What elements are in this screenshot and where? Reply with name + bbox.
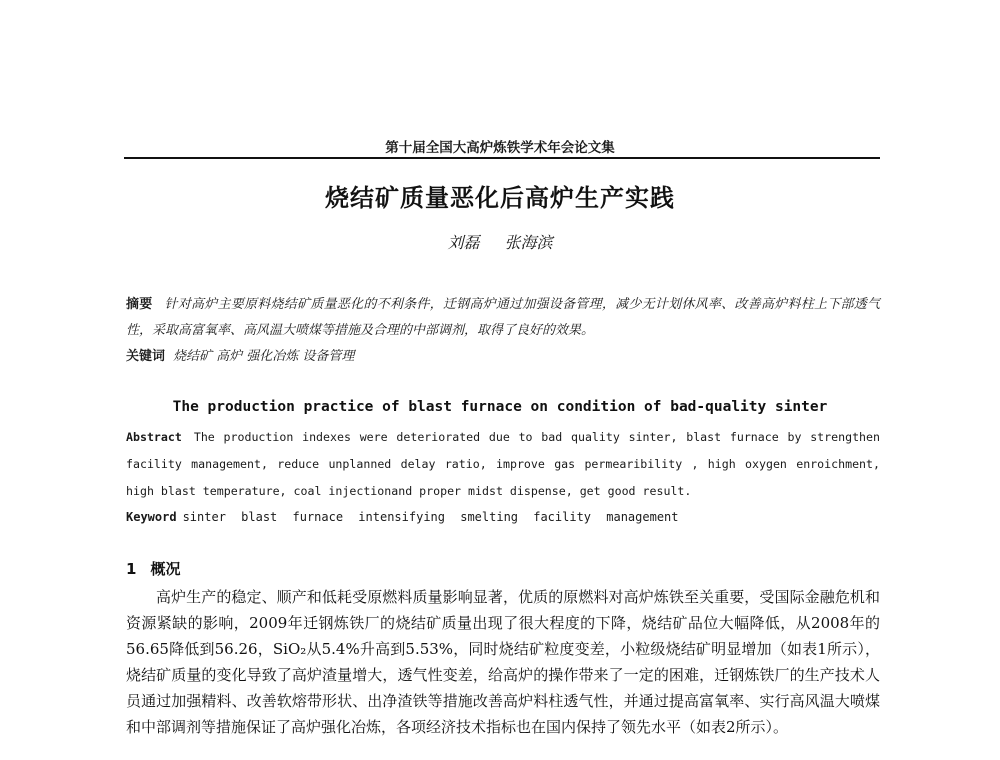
paper-title: 烧结矿质量恶化后高炉生产实践 (325, 184, 675, 212)
keywords-label: 关键词 (126, 349, 166, 364)
proceedings-header: 第十届全国大高炉炼铁学术年会论文集 (385, 140, 615, 156)
english-keywords (126, 505, 880, 529)
english-abstract-label: Abstract (126, 430, 182, 444)
english-keywords-label: Keyword (126, 510, 177, 524)
abstract-text: 针对高炉主要原料烧结矿质量恶化的不利条件，迁钢高炉通过加强设备管理，减少无计划休风率、改善高炉料柱上下部透气性，采取高富氧率、高风温大喷煤等措施及合理的中部调剂，取得了良好的效果。 (126, 297, 880, 338)
english-abstract-text: The production indexes were deteriorated due to bad quality sinter, blast furnace by strengthen facility management, reduce unplanned delay ratio, improve gas permearibility , high oxygen enroichment, high blast temperature, coal injectionand proper midst dispense, get good result. (126, 430, 880, 498)
section-paragraph: 高炉生产的稳定、顺产和低耗受原燃料质量影响显著，优质的原燃料对高炉炼铁至关重要，受国际金融危机和资源紧缺的影响，2009年迁钢炼铁厂的烧结矿质量出现了很大程度的下降，烧结矿品位大幅降低，从2008年的56.65降低到56.26，SiO₂从5.4%升高到5.53%，同时烧结矿粒度变差，小粒级烧结矿明显增加（如表1所示），烧结矿质量的变化导致了高炉渣量增大，透气性变差，给高炉的操作带来了一定的困难，迁钢炼铁厂的生产技术人员通过加强精料、改善软熔带形状、出净渣铁等措施改善高炉料柱透气性，并通过提高富氧率、实行高风温大喷煤和中部调剂等措施保证了高炉强化冶炼，各项经济技术指标也在国内保持了领先水平（如表2所示）。 (126, 588, 880, 736)
chinese-abstract (126, 292, 880, 344)
english-keywords-text: sinter blast furnace intensifying smelting facility management (182, 510, 679, 524)
english-title: The production practice of blast furnace on condition of bad-quality sinter (172, 399, 828, 415)
keywords-text: 烧结矿 高炉 强化冶炼 设备管理 (173, 349, 355, 364)
author-list (0, 230, 1000, 253)
author: 张海滨 (504, 233, 553, 252)
section-title: 概况 (150, 560, 181, 578)
chinese-keywords (126, 344, 880, 370)
section-number: 1 (126, 560, 137, 578)
header-rule (124, 157, 880, 159)
author: 刘磊 (447, 233, 480, 252)
english-abstract (126, 424, 880, 505)
abstract-label: 摘要 (126, 297, 153, 312)
section-heading (126, 558, 180, 579)
